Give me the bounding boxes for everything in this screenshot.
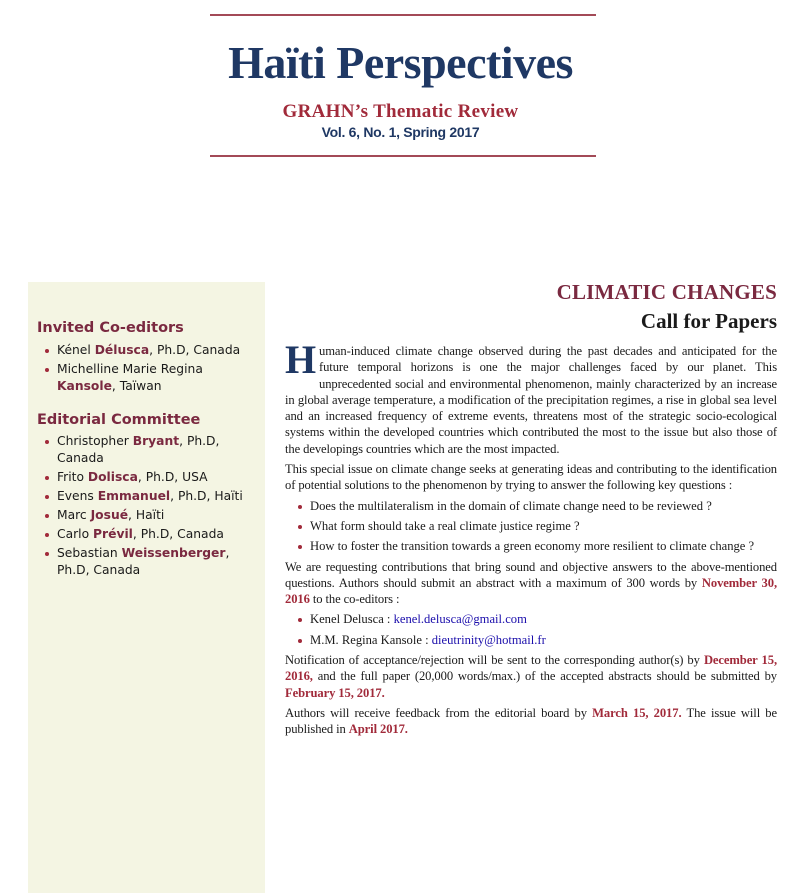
given-name: Kénel (57, 343, 95, 357)
coeditor-item (28, 361, 265, 395)
masthead-bottom-rule (210, 155, 596, 157)
surname: Dolisca (87, 470, 138, 484)
question-item: What form should take a real climate justice regime ? (285, 518, 777, 534)
affiliation: , Ph.D, Canada (149, 343, 241, 357)
drop-cap: H (285, 337, 317, 382)
given-name: Michelline Marie Regina (57, 362, 203, 376)
committee-item (28, 469, 265, 486)
feedback-mid: The issue will be published in (285, 705, 777, 737)
coeditors-heading: Invited Co-editors (37, 320, 184, 336)
intro-paragraph (285, 337, 777, 457)
affiliation: , Ph.D, Canada (57, 434, 220, 465)
masthead-top-rule (210, 14, 596, 16)
contact-item (285, 632, 777, 648)
affiliation: , Ph.D, Haïti (170, 489, 243, 503)
feedback-paragraph (285, 705, 777, 738)
affiliation: , Haïti (128, 508, 165, 522)
notification-mid: and the full paper (20,000 words/max.) of the accepted abstracts should be submitted by (312, 669, 777, 684)
surname: Bryant (132, 434, 180, 448)
feedback-date: March 15, 2017. (592, 705, 682, 720)
editors-sidebar (28, 282, 265, 893)
committee-item (28, 488, 265, 505)
affiliation: , Ph.D, Canada (132, 527, 224, 541)
given-name: Christopher (57, 434, 133, 448)
contact-name: M.M. Regina Kansole : (310, 632, 432, 647)
request-paragraph (285, 559, 777, 608)
affiliation: , Taïwan (111, 379, 162, 393)
surname: Weissenberger (121, 546, 226, 560)
committee-list (28, 433, 265, 581)
surname: Prévil (93, 527, 133, 541)
surname: Emmanuel (97, 489, 171, 503)
question-item: Does the multilateralism in the domain of climate change need to be reviewed ? (285, 498, 777, 514)
special-issue-paragraph: This special issue on climate change seeks at generating ideas and contributing to the identification of potential solutions to the phenomenon by trying to answer the following key questions : (285, 462, 777, 493)
journal-title: Haïti Perspectives (228, 37, 573, 88)
section-subtitle: Call for Papers (640, 309, 777, 333)
contact-email-link[interactable]: kenel.delusca@gmail.com (393, 612, 527, 627)
question-item: How to foster the transition towards a green economy more resilient to climate change ? (285, 538, 777, 554)
coeditor-item (28, 342, 265, 359)
intro-text: uman-induced climate change observed during the past decades and anticipated for the future temporal horizons is one the major challenges faced by our planet. This unprecedented social and environmental phenomenon, mainly characterized by an increase in global average temperature, a modification of the precipitation regimes, a rise in global sea level and an increased frequency of extreme events, threatens most of the strategic socio-ecological systems within the developed countries which contributed the most to the issue but also those of the developings countries which are the most impacted. (285, 344, 777, 456)
given-name: Carlo (57, 527, 94, 541)
surname: Kansole (57, 379, 112, 393)
fullpaper-date: February 15, 2017. (285, 685, 385, 700)
notification-text: Notification of acceptance/rejection will be sent to the corresponding author(s) by (285, 653, 704, 668)
request-text: We are requesting contributions that bring sound and objective answers to the above-mentioned questions. Authors should submit an abstract with a maximum of 300 words by (285, 559, 777, 590)
contact-item (285, 611, 777, 627)
review-subtitle: GRAHN’s Thematic Review (282, 101, 519, 122)
given-name: Marc (57, 508, 91, 522)
request-tail: to the co-editors : (309, 592, 400, 607)
committee-heading: Editorial Committee (37, 412, 201, 428)
contact-name: Kenel Delusca : (310, 612, 394, 627)
contacts-list (285, 611, 777, 648)
coeditors-list (28, 342, 265, 397)
committee-item (28, 433, 265, 467)
section-title: CLIMATIC CHANGES (556, 280, 777, 304)
publish-date: April 2017. (348, 722, 408, 737)
notification-date: December 15, 2016, (285, 653, 777, 684)
feedback-text: Authors will receive feedback from the editorial board by (285, 705, 593, 720)
contact-email-link[interactable]: dieutrinity@hotmail.fr (431, 632, 546, 647)
questions-list (285, 498, 777, 555)
affiliation: , Ph.D, USA (137, 470, 208, 484)
given-name: Frito (57, 470, 88, 484)
committee-item (28, 507, 265, 524)
committee-item (28, 545, 265, 579)
given-name: Sebastian (57, 546, 122, 560)
call-for-papers (285, 280, 777, 742)
surname: Josué (90, 508, 129, 522)
notification-paragraph (285, 652, 777, 701)
affiliation: , Ph.D, Canada (57, 546, 230, 577)
abstract-deadline: November 30, 2016 (285, 575, 777, 607)
given-name: Evens (57, 489, 98, 503)
issue-line: Vol. 6, No. 1, Spring 2017 (321, 124, 480, 140)
committee-item (28, 526, 265, 543)
surname: Délusca (94, 343, 150, 357)
